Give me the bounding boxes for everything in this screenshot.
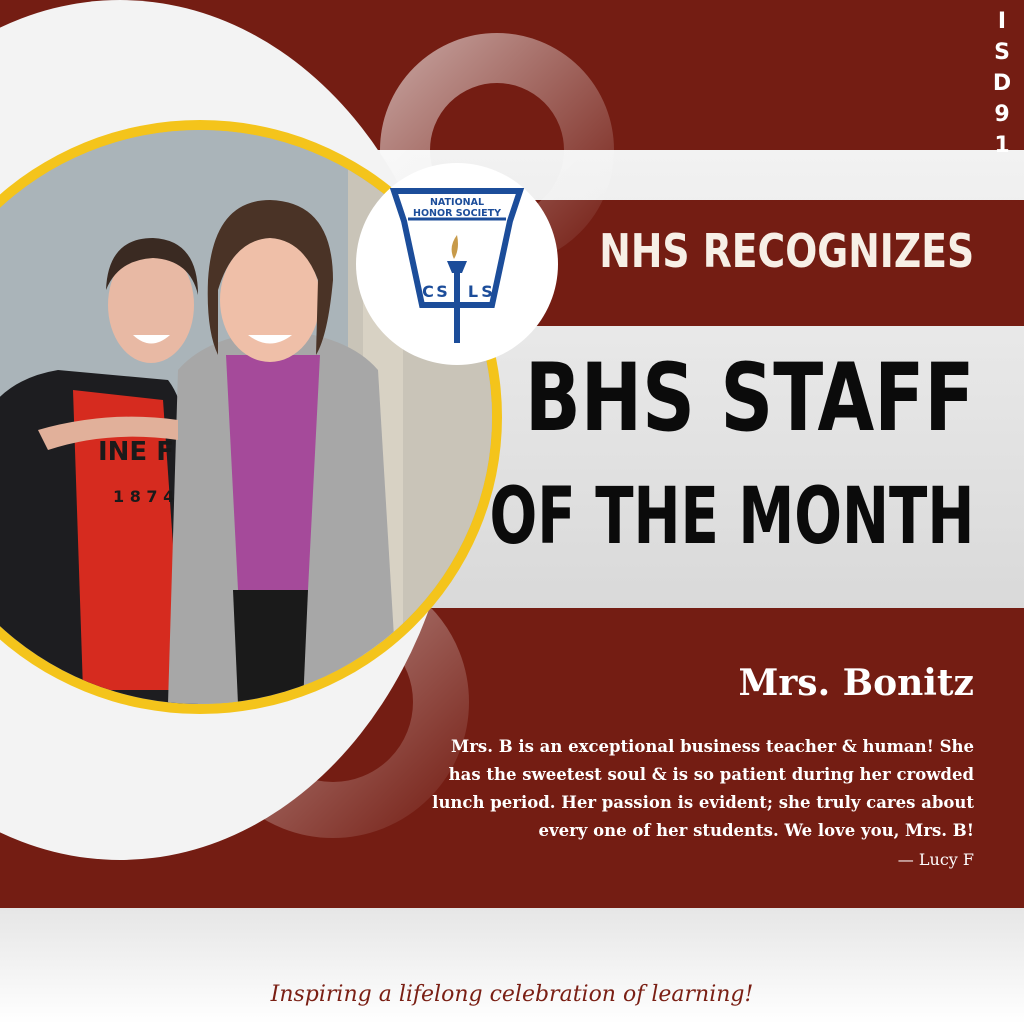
quote-attribution: — Lucy F <box>897 850 974 869</box>
quote-line: lunch period. Her passion is evident; she truly cares about <box>432 793 974 812</box>
logo-text-honor-society: HONOR SOCIETY <box>413 208 501 219</box>
side-letter: S <box>994 40 1010 65</box>
logo-letter: S <box>436 282 448 301</box>
logo-text-national: NATIONAL <box>429 197 485 208</box>
honoree-name: Mrs. Bonitz <box>738 662 974 704</box>
quote-line: has the sweetest soul & is so patient during her crowded <box>448 765 974 784</box>
shirt-year: 1 8 7 4 <box>113 487 175 506</box>
side-letter: 9 <box>994 102 1010 127</box>
side-letter: I <box>997 9 1007 34</box>
logo-letter: C <box>422 282 434 301</box>
side-letter: D <box>992 71 1012 96</box>
logo-letter: S <box>481 282 493 301</box>
quote-line: Mrs. B is an exceptional business teacher & human! She <box>450 737 974 756</box>
district-side-label <box>988 6 1016 161</box>
nhs-logo-badge <box>356 163 558 365</box>
footer-tagline: Inspiring a lifelong celebration of learning! <box>270 982 754 1007</box>
honoree-quote <box>414 733 974 845</box>
main-title-line1: BHS STAFF <box>524 344 974 453</box>
nhs-keystone-icon <box>356 163 558 365</box>
shirt-text: INE F <box>98 437 175 467</box>
quote-line: every one of her students. We love you, Mrs. B! <box>538 821 974 840</box>
logo-letter: L <box>467 282 479 301</box>
kicker-heading: NHS RECOGNIZES <box>599 224 974 278</box>
main-title-line2: OF THE MONTH <box>489 472 974 562</box>
side-letter: 1 <box>994 133 1010 158</box>
